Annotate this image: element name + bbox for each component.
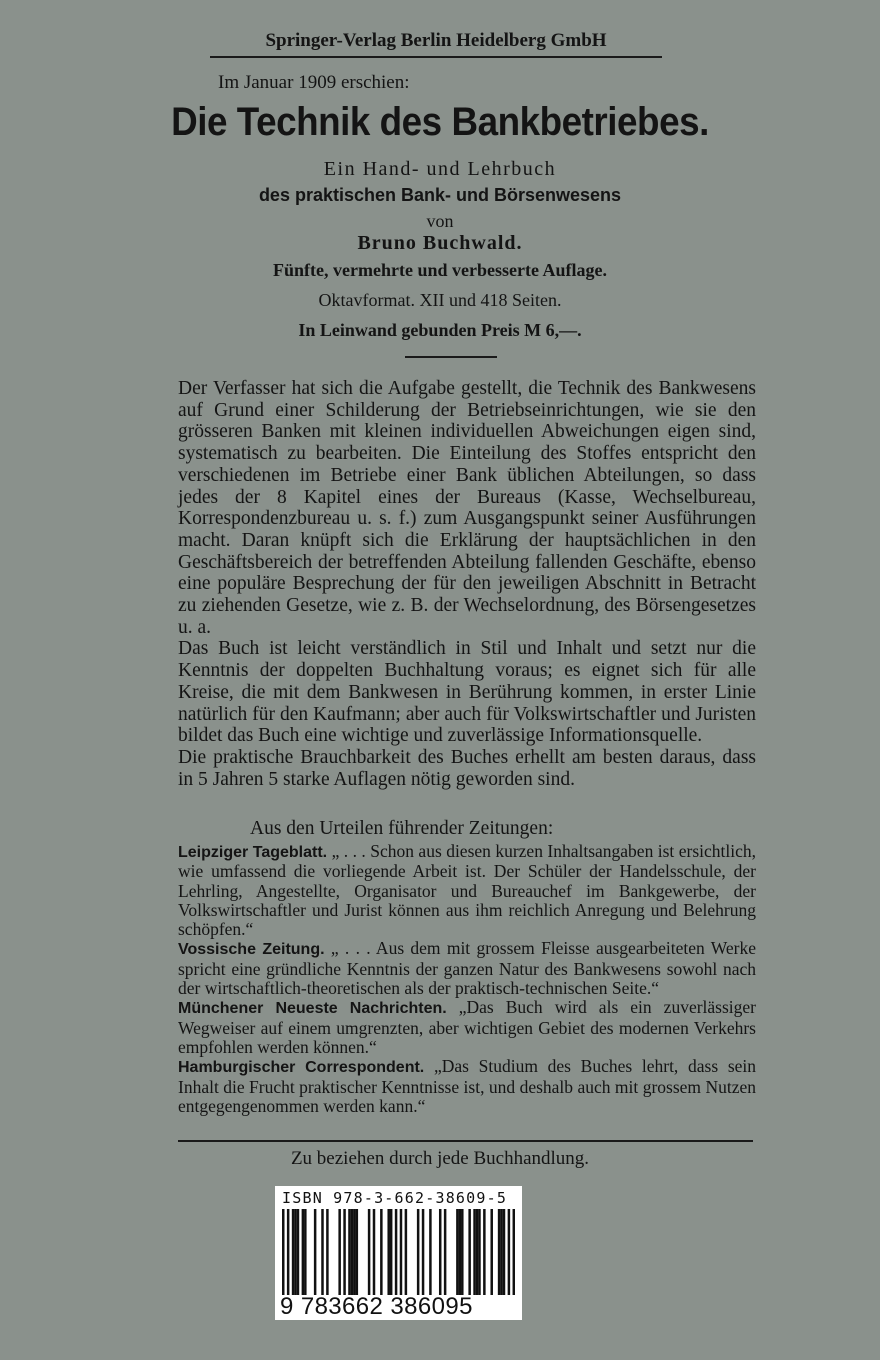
ean-digits: 9 783662 386095 [280,1293,473,1320]
barcode-bar [513,1209,515,1295]
barcode-bar [483,1209,486,1295]
barcode-bar [476,1209,479,1295]
barcode-bar [297,1209,300,1295]
barcode-bar [461,1209,464,1295]
barcode-bar [439,1209,442,1295]
review-source: Leipziger Tageblatt. [178,844,328,861]
book-title: Die Technik des Bankbetriebes. [171,100,709,144]
price-info: In Leinwand gebunden Preis M 6,—. [298,320,582,340]
barcode-bar [405,1209,408,1295]
review-quote: „Das Studium des Buches lehrt, dass sein Inhalt die Frucht praktischer Kenntnisse ist, und deshalb auch mit grossem Nutzen entgegengenommen werden kann.“ [178,1056,757,1116]
publisher-rule [210,56,662,58]
isbn-barcode-block [275,1186,522,1320]
barcode-bar [503,1209,506,1295]
review-item [178,1057,756,1116]
paragraph-1: Der Verfasser hat sich die Aufgabe gestellt, die Technik des Bankwesens auf Grund einer Schilderung der Betriebseinrichtungen, wie sie den grösseren Banken mit kleinen individuellen Abweichungen eigen sind, systematisch zu bearbeiten. Die Einteilung des Stoffes entspricht den verschiedenen im Betriebe einer Bank üblichen Abteilungen, so dass jedes der 8 Kapitel eines der Bureaus (Kasse, Wechselbureau, Korrespondenzbureau u. s. f.) zum Ausgangspunkt seiner Ausführungen macht. Daran knüpft sich die Erklärung der hauptsächlichen in den Geschäftsbereich der betreffenden Abteilung fallenden Geschäfte, ebenso eine populäre Besprechung der für den jeweiligen Abschnitt in Betracht zu ziehenden Gesetze, wie z. B. der Wechselordnung, des Börsengesetzes u. a. [178,378,756,638]
barcode-bar [444,1209,447,1295]
isbn-text: ISBN 978-3-662-38609-5 [282,1189,508,1207]
barcode-bar [353,1209,356,1295]
barcode-bar [395,1209,398,1295]
barcode-bar [498,1209,501,1295]
barcode-bar [294,1209,297,1295]
barcode-bar [304,1209,307,1295]
barcode-bar [314,1209,317,1295]
barcode-bar [459,1209,462,1295]
barcode-bar [351,1209,354,1295]
review-item [178,939,756,998]
availability-note: Zu beziehen durch jede Buchhandlung. [290,1148,590,1169]
barcode-bar [292,1209,295,1295]
publisher-name: Springer-Verlag Berlin Heidelberg GmbH [265,30,607,51]
barcode-bar [456,1209,459,1295]
barcode-bar [321,1209,324,1295]
review-source: Münchener Neueste Nachrichten. [178,1000,447,1018]
barcode-bar [302,1209,305,1295]
barcode-bar [368,1209,371,1295]
reviews-list [178,842,756,1116]
barcode-bar [490,1209,493,1295]
barcode-bar [422,1209,425,1295]
barcode-bar [387,1209,390,1295]
barcode-bar [356,1209,359,1295]
barcode-bar [343,1209,346,1295]
review-quote: „ . . . Aus dem mit grossem Fleisse ausgearbeiteten Werke spricht eine gründliche Kenntnis der ganzen Natur des Bankwesens sowohl nach der wirtschaftlich-theoretischen als der praktisch-technischen Seite.“ [178,938,757,999]
format-info: Oktavformat. XII und 418 Seiten. [318,290,562,310]
barcode-bar [400,1209,403,1295]
edition-info: Fünfte, vermehrte und verbesserte Auflage. [273,260,607,280]
barcode-bar [429,1209,432,1295]
barcode-bar [282,1209,285,1295]
barcode-bar [508,1209,511,1295]
description-text [178,378,756,790]
barcode-bar [338,1209,341,1295]
barcode-bar [390,1209,393,1295]
barcode-bar [473,1209,476,1295]
subtitle-line1: Ein Hand- und Lehrbuch [323,158,557,180]
paragraph-2: Das Buch ist leicht verständlich in Stil und Inhalt und setzt nur die Kenntnis der doppelten Buchhaltung voraus; es eignet sich für alle Kreise, die mit dem Bankwesen in Berührung kommen, in erster Linie natürlich für den Kaufmann; aber auch für Volkswirtschaftler und Juristen bildet das Buch eine wichtige und zuverlässige Informationsquelle. [178,638,756,747]
title-divider [405,356,497,358]
barcode-bar [500,1209,503,1295]
review-item [178,842,756,939]
review-source: Hamburgischer Correspondent. [178,1059,425,1077]
by-word: von [426,211,454,231]
barcode-bar [478,1209,481,1295]
author-name: Bruno Buchwald. [357,232,523,254]
announcement: Im Januar 1909 erschien: [218,72,410,93]
reviews-heading: Aus den Urteilen führender Zeitungen: [250,818,554,839]
barcode-bar [468,1209,471,1295]
review-source: Vossische Zeitung. [178,941,325,959]
footer-rule [178,1140,753,1142]
subtitle-line2: des praktischen Bank- und Börsenwesens [258,185,622,205]
barcode-image [282,1209,515,1295]
barcode-bar [348,1209,351,1295]
review-item [178,998,756,1057]
barcode-bar [417,1209,420,1295]
barcode-bar [380,1209,383,1295]
barcode-bar [287,1209,290,1295]
barcode-bar [326,1209,329,1295]
paragraph-3: Die praktische Brauchbarkeit des Buches erhellt am besten daraus, dass in 5 Jahren 5 starke Auflagen nötig geworden sind. [178,746,756,790]
review-quote: „Das Buch wird als ein zuverlässiger Wegweiser auf einem umgrenzten, aber wichtigen Gebiet des modernen Verkehrs empfohlen werden können.“ [178,997,756,1057]
barcode-bar [373,1209,376,1295]
review-quote: „ . . . Schon aus diesen kurzen Inhaltsangaben ist ersichtlich, wie umfassend die vorliegende Arbeit ist. Der Schüler der Handelsschule, der Lehrling, Angestellte, Organisator und Bureauchef im Bankgewerbe, der Volkswirtschaftler und Jurist können aus ihm reichlich Anregung und Belehrung schöpfen.“ [178,841,756,940]
